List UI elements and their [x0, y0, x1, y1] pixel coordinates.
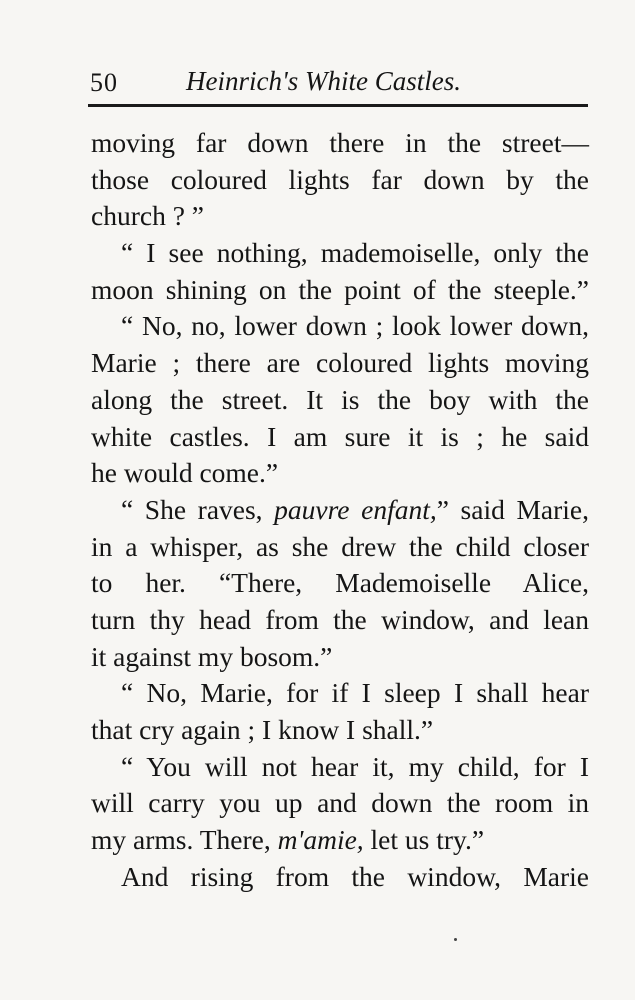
text-line: in a whisper, as she drew the child closer	[91, 530, 589, 562]
body-text	[91, 125, 589, 895]
text-line: he would come.”	[91, 457, 279, 489]
text-line: church ? ”	[91, 200, 204, 232]
text-line: along the street. It is the boy with the	[91, 383, 589, 415]
text-line: will carry you up and down the room in	[91, 787, 589, 819]
running-head	[90, 62, 590, 102]
text-line: “ No, Marie, for if I sleep I shall hear	[121, 677, 589, 709]
text-line: moving far down there in the street—	[91, 127, 589, 158]
page-number: 50	[90, 68, 118, 97]
italic-phrase: pauvre enfant,	[274, 493, 437, 525]
text-line: those coloured lights far down by the	[91, 163, 589, 195]
text-line: “ She raves, pauvre enfant,” said Marie,	[121, 493, 589, 525]
text-line: “ You will not hear it, my child, for I	[121, 750, 589, 782]
text-line: it against my bosom.”	[91, 640, 333, 672]
text-line: my arms. There, m'amie, let us try.”	[91, 824, 485, 856]
text-line: Marie ; there are coloured lights moving	[91, 347, 589, 379]
text-line: that cry again ; I know I shall.”	[91, 714, 434, 745]
text-line: to her. “There, Mademoiselle Alice,	[91, 567, 589, 599]
text-line: And rising from the window, Marie	[121, 860, 589, 892]
text-line: “ I see nothing, mademoiselle, only the	[121, 237, 589, 269]
italic-phrase: m'amie,	[277, 824, 364, 856]
text-line: “ No, no, lower down ; look lower down,	[121, 310, 589, 342]
print-speck	[454, 938, 457, 941]
text-line: turn thy head from the window, and lean	[91, 603, 589, 635]
header-rule	[88, 104, 588, 107]
text-line: white castles. I am sure it is ; he said	[91, 420, 589, 452]
running-title: Heinrich's White Castles.	[186, 66, 461, 96]
text-line: moon shining on the point of the steeple.”	[91, 273, 589, 305]
